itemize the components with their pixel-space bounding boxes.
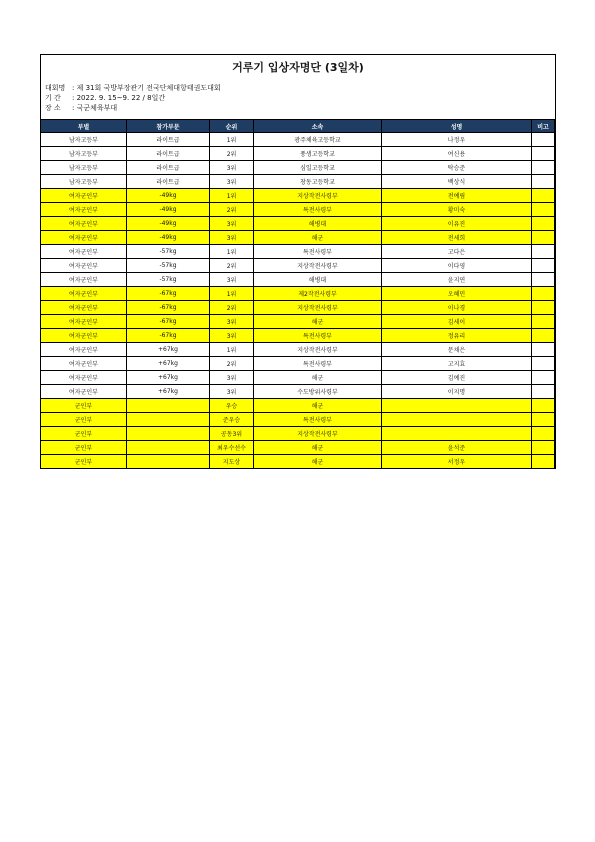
table-cell xyxy=(127,399,210,413)
table-row xyxy=(41,259,555,273)
column-header: 소속 xyxy=(254,120,382,133)
table-cell: 해군 xyxy=(254,315,382,329)
table-cell: +67kg xyxy=(127,357,210,371)
table-cell: 3위 xyxy=(210,385,254,399)
table-cell xyxy=(532,385,555,399)
table-cell: 남자고등부 xyxy=(41,147,127,161)
table-cell xyxy=(532,203,555,217)
table-cell: +67kg xyxy=(127,343,210,357)
table-cell: 여자군인부 xyxy=(41,245,127,259)
table-body xyxy=(41,133,555,469)
table-row xyxy=(41,399,555,413)
table-cell: 전세희 xyxy=(382,231,532,245)
table-cell: 여자군인부 xyxy=(41,385,127,399)
table-cell: -57kg xyxy=(127,245,210,259)
document-sheet xyxy=(40,54,556,469)
table-cell: 황미숙 xyxy=(382,203,532,217)
table-cell: 3위 xyxy=(210,175,254,189)
table-cell: 남자고등부 xyxy=(41,133,127,147)
table-cell xyxy=(382,413,532,427)
table-cell: 1위 xyxy=(210,287,254,301)
table-cell: 해군 xyxy=(254,371,382,385)
table-cell: 2위 xyxy=(210,357,254,371)
event-info-value: : 2022. 9. 15~9. 22 / 8일간 xyxy=(72,94,166,102)
table-cell: 특전사령부 xyxy=(254,357,382,371)
table-cell: 고지효 xyxy=(382,357,532,371)
table-cell: 라이트급 xyxy=(127,175,210,189)
table-cell: 라이트급 xyxy=(127,147,210,161)
table-cell: 3위 xyxy=(210,161,254,175)
table-cell: 3위 xyxy=(210,329,254,343)
table-cell: 서정우 xyxy=(382,455,532,469)
table-cell: 해병대 xyxy=(254,217,382,231)
table-cell: 제2작전사령부 xyxy=(254,287,382,301)
event-info xyxy=(41,83,555,113)
event-info-key: 기 간 xyxy=(45,94,61,102)
table-cell xyxy=(532,301,555,315)
table-cell: 라이트급 xyxy=(127,133,210,147)
table-cell: 공동3위 xyxy=(210,427,254,441)
column-header: 참가부문 xyxy=(127,120,210,133)
table-cell: -49kg xyxy=(127,189,210,203)
table-row xyxy=(41,385,555,399)
table-cell xyxy=(382,427,532,441)
table-cell: 수도방위사령부 xyxy=(254,385,382,399)
table-cell: 지상작전사령부 xyxy=(254,259,382,273)
table-cell: -67kg xyxy=(127,287,210,301)
table-cell: 여자군인부 xyxy=(41,343,127,357)
table-cell: -49kg xyxy=(127,217,210,231)
table-cell: 심일고등학교 xyxy=(254,161,382,175)
table-row xyxy=(41,329,555,343)
table-cell xyxy=(532,245,555,259)
column-header: 성명 xyxy=(382,120,532,133)
table-row xyxy=(41,231,555,245)
table-cell: 군인부 xyxy=(41,455,127,469)
event-info-key: 장 소 xyxy=(45,104,61,112)
table-row xyxy=(41,315,555,329)
table-cell: 지상작전사령부 xyxy=(254,189,382,203)
event-info-value: : 국군체육부대 xyxy=(72,104,118,112)
table-cell xyxy=(127,441,210,455)
table-row xyxy=(41,301,555,315)
table-cell: 이다영 xyxy=(382,259,532,273)
table-cell: 1위 xyxy=(210,343,254,357)
table-row xyxy=(41,133,555,147)
table-cell xyxy=(127,455,210,469)
table-cell xyxy=(532,371,555,385)
table-cell: 1위 xyxy=(210,133,254,147)
table-cell: 여자군인부 xyxy=(41,217,127,231)
table-cell: 특전사령부 xyxy=(254,245,382,259)
table-cell: -67kg xyxy=(127,329,210,343)
table-cell: 김세이 xyxy=(382,315,532,329)
table-cell: 여자군인부 xyxy=(41,273,127,287)
table-cell: 여자군인부 xyxy=(41,357,127,371)
column-header: 부별 xyxy=(41,120,127,133)
table-cell: 특전사령부 xyxy=(254,329,382,343)
table-row xyxy=(41,455,555,469)
table-cell xyxy=(532,413,555,427)
table-cell: 남자고등부 xyxy=(41,161,127,175)
table-cell: 1위 xyxy=(210,189,254,203)
table-row xyxy=(41,427,555,441)
table-row xyxy=(41,287,555,301)
table-cell: 고다은 xyxy=(382,245,532,259)
table-cell xyxy=(532,273,555,287)
table-cell: 해군 xyxy=(254,455,382,469)
table-cell: 문채은 xyxy=(382,343,532,357)
event-info-line xyxy=(45,83,555,93)
table-cell: 준우승 xyxy=(210,413,254,427)
table-cell: 김예진 xyxy=(382,371,532,385)
table-cell: 3위 xyxy=(210,315,254,329)
table-cell: 여자군인부 xyxy=(41,231,127,245)
table-cell: 지도상 xyxy=(210,455,254,469)
table-cell xyxy=(532,189,555,203)
event-info-line xyxy=(45,93,555,103)
table-cell: -57kg xyxy=(127,259,210,273)
table-cell xyxy=(532,315,555,329)
table-cell xyxy=(532,287,555,301)
table-cell: 지상작전사령부 xyxy=(254,343,382,357)
table-cell: 해군 xyxy=(254,399,382,413)
table-cell: 2위 xyxy=(210,301,254,315)
table-cell xyxy=(532,147,555,161)
table-cell: 군인부 xyxy=(41,399,127,413)
table-cell: 군인부 xyxy=(41,427,127,441)
table-cell: 정유리 xyxy=(382,329,532,343)
table-cell: 해군 xyxy=(254,441,382,455)
table-cell xyxy=(532,343,555,357)
table-row xyxy=(41,217,555,231)
table-cell: 군인부 xyxy=(41,441,127,455)
table-row xyxy=(41,273,555,287)
table-cell: 여자군인부 xyxy=(41,371,127,385)
table-cell: 나정우 xyxy=(382,133,532,147)
column-header: 순위 xyxy=(210,120,254,133)
table-cell: 여자군인부 xyxy=(41,287,127,301)
table-cell: 해군 xyxy=(254,231,382,245)
table-cell: 윤지연 xyxy=(382,273,532,287)
table-cell xyxy=(532,175,555,189)
table-cell: +67kg xyxy=(127,371,210,385)
table-cell: 3위 xyxy=(210,231,254,245)
table-cell: 라이트급 xyxy=(127,161,210,175)
table-cell: 2위 xyxy=(210,259,254,273)
table-cell: 최우수선수 xyxy=(210,441,254,455)
table-cell xyxy=(532,455,555,469)
table-cell: -67kg xyxy=(127,315,210,329)
table-cell: 이지명 xyxy=(382,385,532,399)
table-cell: 백상식 xyxy=(382,175,532,189)
table-cell: 군인부 xyxy=(41,413,127,427)
table-cell: 여자군인부 xyxy=(41,329,127,343)
table-cell: 여신용 xyxy=(382,147,532,161)
table-row xyxy=(41,245,555,259)
table-cell: -67kg xyxy=(127,301,210,315)
winners-table xyxy=(40,119,555,469)
table-cell xyxy=(532,217,555,231)
table-cell: 3위 xyxy=(210,217,254,231)
table-header-row xyxy=(41,120,555,133)
table-cell: 탁승준 xyxy=(382,161,532,175)
page-title: 거루기 입상자명단 (3일차) xyxy=(232,61,364,74)
table-cell xyxy=(532,329,555,343)
table-row xyxy=(41,413,555,427)
table-cell xyxy=(127,427,210,441)
table-cell: 해병대 xyxy=(254,273,382,287)
table-cell: 남자고등부 xyxy=(41,175,127,189)
table-cell: 여자군인부 xyxy=(41,315,127,329)
table-cell xyxy=(532,441,555,455)
table-cell: 전예림 xyxy=(382,189,532,203)
table-cell xyxy=(127,413,210,427)
table-cell: 윤석준 xyxy=(382,441,532,455)
table-cell xyxy=(532,357,555,371)
table-cell: 광주체육고등학교 xyxy=(254,133,382,147)
table-cell: 풍생고등학교 xyxy=(254,147,382,161)
table-cell: 특전사령부 xyxy=(254,203,382,217)
column-header: 비고 xyxy=(532,120,555,133)
table-cell xyxy=(532,259,555,273)
table-cell xyxy=(532,427,555,441)
event-info-key: 대회명 xyxy=(45,84,66,92)
table-cell xyxy=(532,399,555,413)
table-row xyxy=(41,147,555,161)
table-cell xyxy=(532,161,555,175)
table-cell: 여자군인부 xyxy=(41,189,127,203)
table-row xyxy=(41,161,555,175)
table-cell xyxy=(532,133,555,147)
event-info-line xyxy=(45,103,555,113)
table-cell xyxy=(532,231,555,245)
event-info-value: : 제 31회 국방부장관기 전국단체대항태권도대회 xyxy=(72,84,221,92)
table-row xyxy=(41,175,555,189)
table-cell: 여자군인부 xyxy=(41,203,127,217)
table-cell: 이유진 xyxy=(382,217,532,231)
table-cell: 오혜민 xyxy=(382,287,532,301)
table-row xyxy=(41,343,555,357)
table-cell: 여자군인부 xyxy=(41,259,127,273)
table-row xyxy=(41,189,555,203)
table-row xyxy=(41,371,555,385)
table-cell: 2위 xyxy=(210,203,254,217)
table-cell: 2위 xyxy=(210,147,254,161)
table-cell: +67kg xyxy=(127,385,210,399)
table-cell: 3위 xyxy=(210,273,254,287)
table-row xyxy=(41,441,555,455)
table-cell: 여자군인부 xyxy=(41,301,127,315)
table-row xyxy=(41,203,555,217)
table-cell: -57kg xyxy=(127,273,210,287)
table-cell: 특전사령부 xyxy=(254,413,382,427)
table-cell: 창동고등학교 xyxy=(254,175,382,189)
table-cell xyxy=(382,399,532,413)
table-cell: 이나경 xyxy=(382,301,532,315)
table-row xyxy=(41,357,555,371)
table-cell: 1위 xyxy=(210,245,254,259)
table-cell: 3위 xyxy=(210,371,254,385)
table-cell: 지상작전사령부 xyxy=(254,301,382,315)
table-cell: -49kg xyxy=(127,231,210,245)
table-cell: -49kg xyxy=(127,203,210,217)
table-cell: 우승 xyxy=(210,399,254,413)
table-cell: 지상작전사령부 xyxy=(254,427,382,441)
